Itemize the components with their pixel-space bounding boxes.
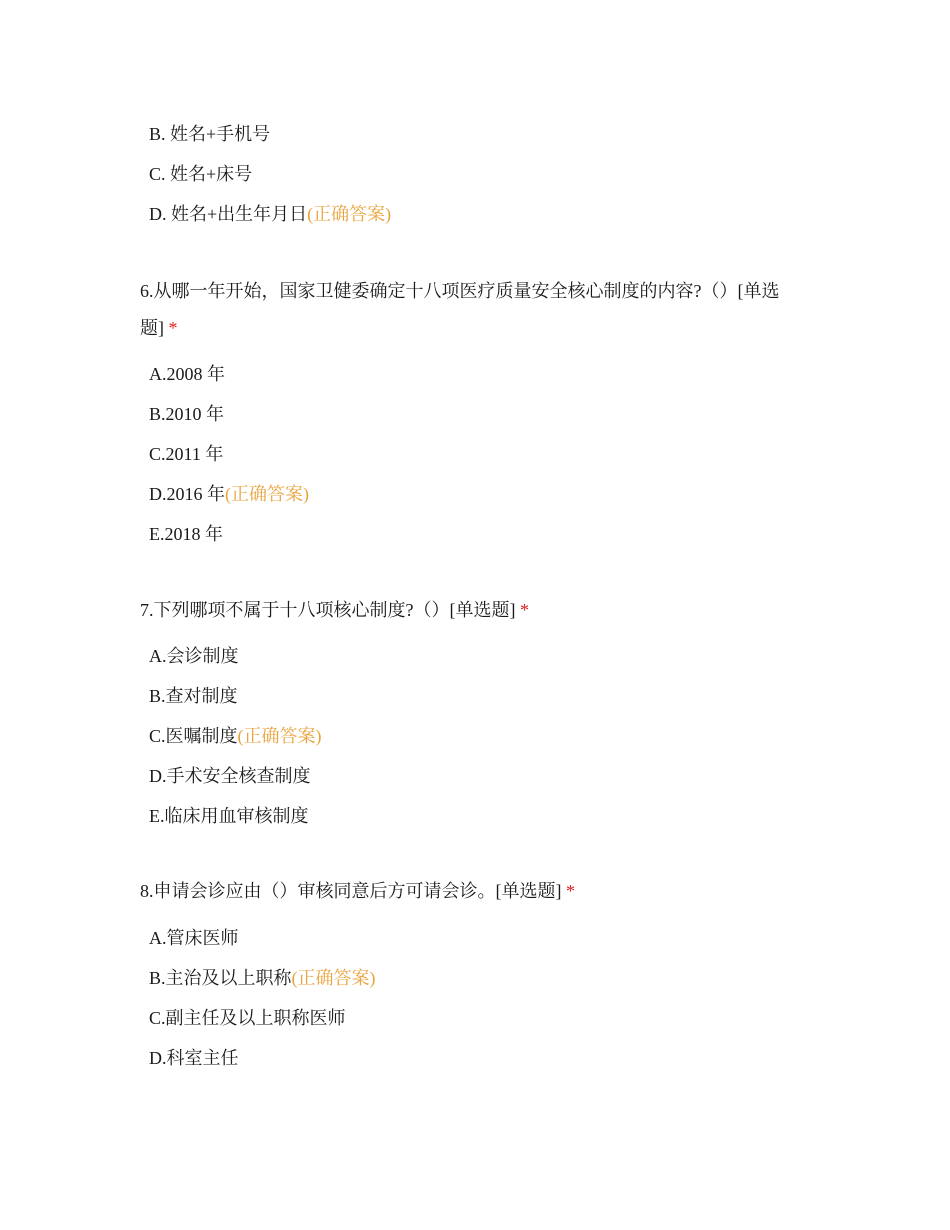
q6-option-a: A.2008 年 bbox=[149, 364, 225, 384]
q6-question-line1: 6.从哪一年开始，国家卫健委确定十八项医疗质量安全核心制度的内容?（）[单选 bbox=[140, 281, 780, 301]
q8-option-d: D.科室主任 bbox=[149, 1048, 239, 1068]
q7-option-e: E.临床用血审核制度 bbox=[149, 806, 309, 826]
required-marker: * bbox=[168, 318, 178, 338]
q6-option-d: D.2016 年(正确答案) bbox=[149, 484, 309, 504]
q7-option-b: B.查对制度 bbox=[149, 686, 238, 706]
q8-option-c: C.副主任及以上职称医师 bbox=[149, 1008, 346, 1028]
q7-option-d: D.手术安全核查制度 bbox=[149, 766, 311, 786]
correct-answer-marker: (正确答案) bbox=[291, 968, 376, 988]
q5-option-b: B. 姓名+手机号 bbox=[149, 124, 271, 144]
q8-question: 8.申请会诊应由（）审核同意后方可请会诊。[单选题] * bbox=[140, 881, 575, 901]
q7-option-c: C.医嘱制度(正确答案) bbox=[149, 726, 322, 746]
q6-question-line2: 题] * bbox=[140, 318, 178, 338]
required-marker: * bbox=[566, 881, 575, 901]
q6-option-e: E.2018 年 bbox=[149, 524, 223, 544]
q5-option-d: D. 姓名+出生年月日(正确答案) bbox=[149, 204, 392, 224]
q6-option-b: B.2010 年 bbox=[149, 404, 225, 424]
required-marker: * bbox=[519, 600, 529, 620]
correct-answer-marker: (正确答案) bbox=[225, 484, 309, 504]
q8-option-a: A.管床医师 bbox=[149, 928, 239, 948]
correct-answer-marker: (正确答案) bbox=[307, 204, 392, 224]
q8-option-b: B.主治及以上职称(正确答案) bbox=[149, 968, 376, 988]
q5-option-c: C. 姓名+床号 bbox=[149, 164, 253, 184]
q6-option-c: C.2011 年 bbox=[149, 444, 224, 464]
q7-question: 7.下列哪项不属于十八项核心制度?（）[单选题] * bbox=[140, 600, 529, 620]
correct-answer-marker: (正确答案) bbox=[237, 726, 322, 746]
q7-option-a: A.会诊制度 bbox=[149, 646, 239, 666]
